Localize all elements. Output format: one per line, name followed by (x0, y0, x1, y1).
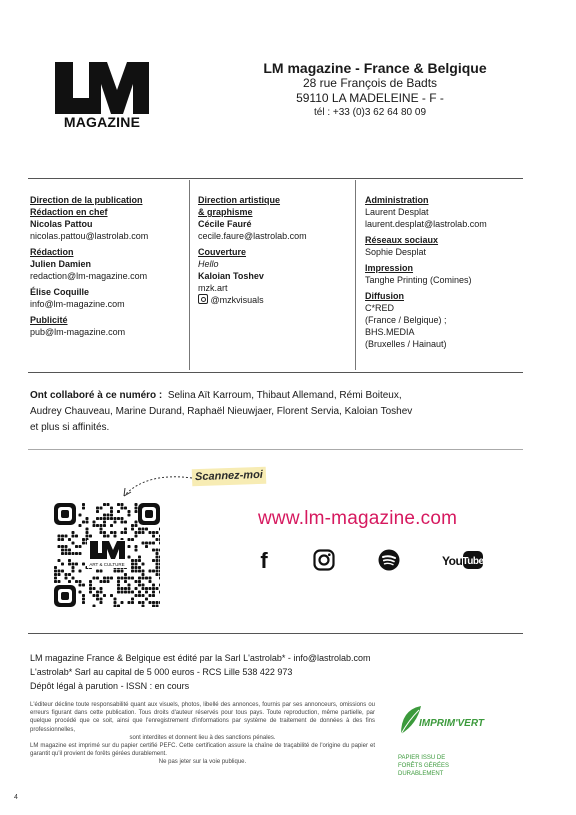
heading-cover: Couverture (198, 247, 247, 257)
publisher-line-1: LM magazine France & Belgique est édité par la Sarl L'astrolab* - info@lastrolab.com (30, 653, 371, 663)
youtube-icon[interactable] (441, 548, 483, 572)
curved-arrow-icon (116, 470, 196, 500)
legal-paragraph-1: L'éditeur décline toute responsabilité quant aux visuels, photos, libellé des annonces, fournis par ses annonceurs, omissions ou erreurs figurant dans cette publication. Tous droits d'auteur réservés pour tous pays. Toute reproduction, même partielle, par quelque procédé que ce soit, ainsi que l'enregistrement d'informations par système de traitement de données à des fins professionnelles, (30, 702, 375, 733)
heading-publication: Direction de la publication (30, 195, 143, 205)
contributors-line-3: et plus si affinités. (30, 422, 110, 433)
distributor-1: C*RED (365, 303, 395, 313)
imprim-line-3: DURABLEMENT (398, 771, 444, 777)
artist-instagram[interactable] (198, 294, 348, 306)
svg-text:IMPRIM'VERT: IMPRIM'VERT (419, 718, 484, 729)
staff-email[interactable]: nicolas.pattou@lastrolab.com (30, 231, 149, 241)
contributors (30, 388, 470, 436)
printer-name: Tanghe Printing (Comines) (365, 275, 472, 285)
column-divider-1 (189, 180, 190, 370)
legal-paragraph-2-end: Ne pas jeter sur la voie publique. (158, 759, 247, 766)
instagram-icon (198, 294, 208, 304)
column-divider-2 (355, 180, 356, 370)
heading-printing: Impression (365, 263, 414, 273)
staff-name: Nicolas Pattou (30, 219, 93, 229)
staff-email[interactable]: info@lm-magazine.com (30, 299, 125, 309)
qr-code-icon (54, 503, 160, 607)
divider-top (28, 178, 523, 179)
publisher-header (200, 60, 520, 118)
lm-logo-mark (55, 62, 149, 114)
legal-notice (30, 701, 375, 767)
cover-title: Hello (198, 259, 219, 269)
legal-paragraph-2: LM magazine est imprimé sur du papier certifié PEFC. Cette certification assure la chaîne de traçabilité de l'origine du papier et garantit qu'il provient de forêts gérées durablement. (30, 743, 375, 758)
staff-name: Élise Coquille (30, 287, 90, 297)
logo-wordmark: MAGAZINE (63, 114, 141, 130)
heading-administration: Administration (365, 195, 429, 205)
imprim-line-1: PAPIER ISSU DE (398, 755, 446, 761)
divider-mid (28, 372, 523, 373)
distributor-2-region: (Bruxelles / Hainaut) (365, 339, 447, 349)
contributors-label: Ont collaboré à ce numéro : (30, 390, 163, 401)
publisher-line-2: L'astrolab* Sarl au capital de 5 000 euros - RCS Lille 538 422 973 (30, 667, 293, 677)
heading-distribution: Diffusion (365, 291, 404, 301)
imprim-vert-logo (399, 704, 507, 738)
publication-title: LM magazine - France & Belgique (263, 60, 487, 76)
divider-dashed (28, 449, 523, 450)
staff-name: Cécile Fauré (198, 219, 252, 229)
heading-editor-in-chief: Rédaction en chef (30, 207, 108, 217)
svg-text:f: f (260, 548, 268, 572)
staff-name: Sophie Desplat (365, 247, 427, 257)
distributor-2: BHS.MEDIA (365, 327, 415, 337)
staff-column-1 (30, 194, 185, 338)
address-street: 28 rue François de Badts (302, 76, 438, 90)
lm-magazine-logo (55, 62, 149, 132)
contributors-line-1: Selina Aït Karroum, Thibaut Allemand, Rémi Boiteux, (167, 390, 402, 401)
qr-code[interactable] (54, 503, 160, 607)
spotify-icon[interactable] (378, 548, 400, 572)
distributor-1-region: (France / Belgique) ; (365, 315, 447, 325)
heading-editorial: Rédaction (30, 247, 74, 257)
publisher-line-3: Dépôt légal à parution - ISSN : en cours (30, 681, 190, 691)
divider-bottom (28, 633, 523, 634)
instagram-handle: @mzkvisuals (210, 295, 264, 305)
legal-paragraph-1-end: sont interdites et donnent lieu à des sanctions pénales. (129, 734, 276, 741)
heading-art-direction: Direction artistique (198, 195, 281, 205)
staff-email[interactable]: laurent.desplat@lastrolab.com (365, 219, 487, 229)
staff-email[interactable]: redaction@lm-magazine.com (30, 271, 148, 281)
heading-advertising: Publicité (30, 315, 68, 325)
address-city: 59110 LA MADELEINE - F - (296, 91, 444, 105)
facebook-icon[interactable] (258, 548, 270, 572)
svg-text:Tube: Tube (462, 556, 483, 567)
staff-name: Julien Damien (30, 259, 92, 269)
website-link[interactable]: www.lm-magazine.com (258, 508, 458, 529)
artist-website[interactable]: mzk.art (198, 283, 228, 293)
publisher-info (30, 651, 500, 693)
svg-text:You: You (442, 554, 463, 568)
staff-name: Laurent Desplat (365, 207, 429, 217)
cover-artist: Kaloian Toshev (198, 271, 264, 281)
page-number: 4 (14, 794, 18, 801)
heading-social-media: Réseaux sociaux (365, 235, 439, 245)
contributors-line-2: Audrey Chauveau, Marine Durand, Raphaël Nieuwjaer, Florent Servia, Kaloian Toshev (30, 406, 413, 417)
staff-column-2 (198, 194, 348, 306)
instagram-icon[interactable] (313, 548, 335, 572)
qr-caption: ART & CULTURE (89, 562, 125, 567)
heading-graphic-design: & graphisme (198, 207, 253, 217)
scan-me-label: Scannez-moi (192, 467, 267, 487)
staff-email[interactable]: cecile.faure@lastrolab.com (198, 231, 307, 241)
imprim-line-2: FORÊTS GÉRÉES (398, 763, 450, 769)
phone-number: tél : +33 (0)3 62 64 80 09 (313, 107, 427, 118)
imprim-vert-text (398, 754, 478, 778)
staff-email[interactable]: pub@lm-magazine.com (30, 327, 126, 337)
staff-column-3 (365, 194, 520, 350)
